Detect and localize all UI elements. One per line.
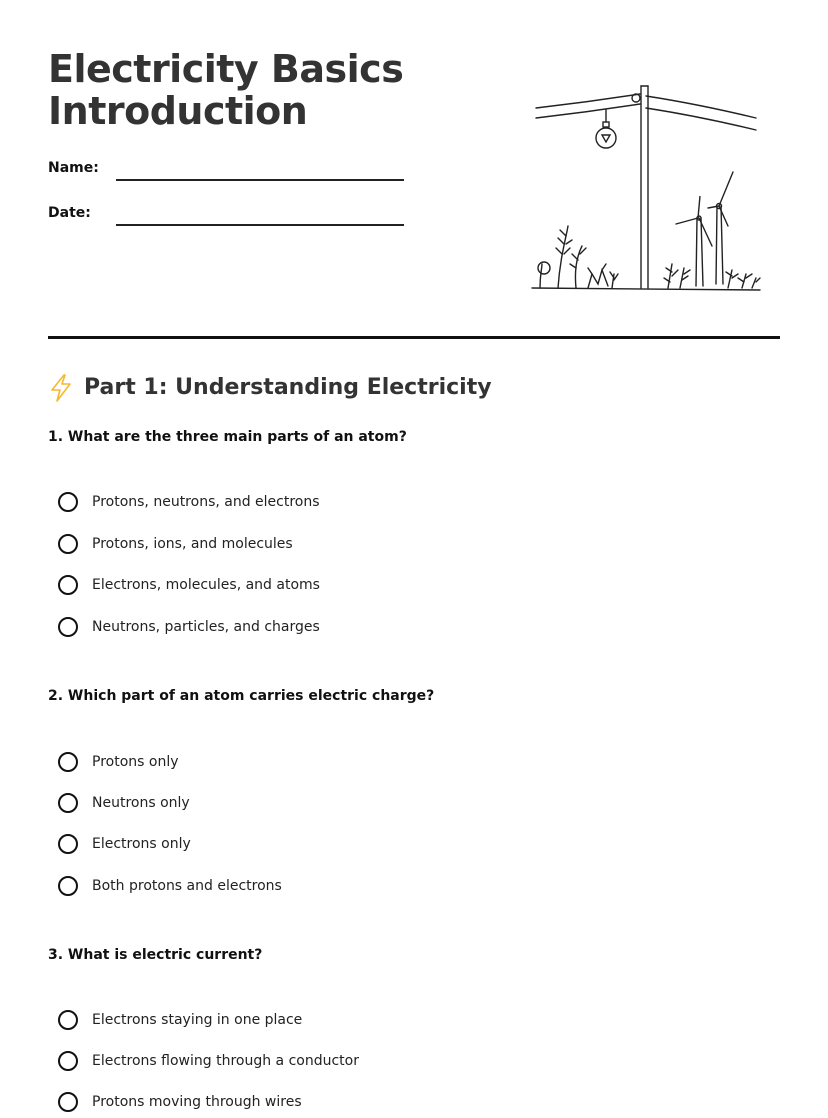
- radio-button[interactable]: [58, 575, 78, 595]
- radio-button[interactable]: [58, 534, 78, 554]
- option-label: Protons only: [92, 754, 179, 770]
- date-field[interactable]: [48, 205, 408, 229]
- radio-button[interactable]: [58, 1092, 78, 1112]
- section-divider: [48, 336, 780, 339]
- radio-button[interactable]: [58, 834, 78, 854]
- q2-option-2[interactable]: [58, 790, 190, 816]
- date-label: Date:: [48, 205, 91, 221]
- name-blank-line[interactable]: [116, 179, 404, 181]
- title-line-1: Electricity Basics: [48, 47, 404, 91]
- option-label: Electrons flowing through a conductor: [92, 1053, 359, 1069]
- q2-option-3[interactable]: [58, 831, 191, 857]
- q1-option-1[interactable]: [58, 489, 320, 515]
- q1-option-2[interactable]: [58, 531, 293, 557]
- section-heading: [48, 372, 492, 404]
- section-heading-text: Part 1: Understanding Electricity: [84, 375, 492, 400]
- question-1: 1. What are the three main parts of an atom?: [48, 429, 407, 445]
- option-label: Protons, ions, and molecules: [92, 536, 293, 552]
- q1-option-4[interactable]: [58, 614, 320, 640]
- radio-button[interactable]: [58, 1010, 78, 1030]
- option-label: Electrons only: [92, 836, 191, 852]
- radio-button[interactable]: [58, 492, 78, 512]
- title-line-2: Introduction: [48, 89, 308, 133]
- option-label: Neutrons, particles, and charges: [92, 619, 320, 635]
- option-label: Protons, neutrons, and electrons: [92, 494, 320, 510]
- name-label: Name:: [48, 160, 99, 176]
- radio-button[interactable]: [58, 876, 78, 896]
- option-label: Electrons, molecules, and atoms: [92, 577, 320, 593]
- q2-option-4[interactable]: [58, 873, 282, 899]
- page-title: [48, 48, 468, 132]
- name-field[interactable]: [48, 160, 408, 184]
- question-2: 2. Which part of an atom carries electric charge?: [48, 688, 435, 704]
- radio-button[interactable]: [58, 617, 78, 637]
- radio-button[interactable]: [58, 752, 78, 772]
- option-label: Neutrons only: [92, 795, 190, 811]
- option-label: Both protons and electrons: [92, 878, 282, 894]
- question-3: 3. What is electric current?: [48, 947, 263, 963]
- q3-option-2[interactable]: [58, 1048, 359, 1074]
- option-label: Protons moving through wires: [92, 1094, 302, 1110]
- lightning-bolt-icon: [48, 374, 74, 402]
- utility-pole-illustration: [528, 78, 764, 294]
- radio-button[interactable]: [58, 1051, 78, 1071]
- date-blank-line[interactable]: [116, 224, 404, 226]
- radio-button[interactable]: [58, 793, 78, 813]
- option-label: Electrons staying in one place: [92, 1012, 303, 1028]
- q3-option-1[interactable]: [58, 1007, 302, 1033]
- q2-option-1[interactable]: [58, 749, 179, 775]
- q3-option-3[interactable]: [58, 1089, 302, 1115]
- q1-option-3[interactable]: [58, 572, 320, 598]
